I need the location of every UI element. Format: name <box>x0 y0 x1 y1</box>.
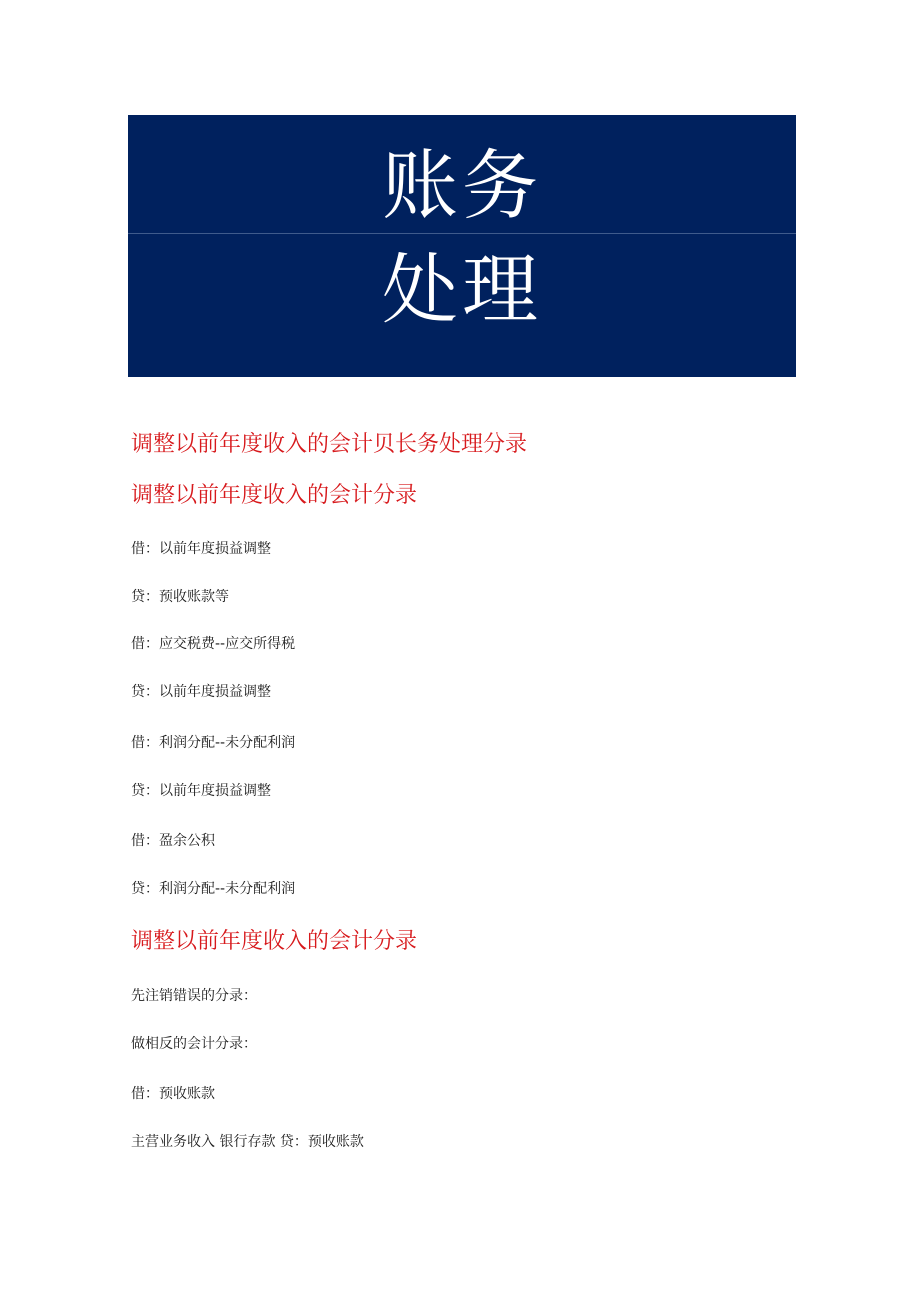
journal-entry-line: 贷：利润分配--未分配利润 <box>131 881 296 897</box>
journal-entry-line: 贷：以前年度损益调整 <box>131 783 271 799</box>
journal-entry-line: 借：预收账款 <box>131 1086 215 1102</box>
journal-entry-line: 做相反的会计分录： <box>131 1036 257 1052</box>
journal-entry-line: 借：以前年度损益调整 <box>131 541 271 557</box>
journal-entry-line: 贷：以前年度损益调整 <box>131 684 271 700</box>
section-heading-1: 调整以前年度收入的会计贝长务处理分录 <box>131 432 528 457</box>
journal-entry-line: 贷：预收账款等 <box>131 589 229 605</box>
cover-divider <box>128 233 796 234</box>
journal-entry-line: 先注销错误的分录： <box>131 988 257 1004</box>
section-heading-3: 调整以前年度收入的会计分录 <box>131 929 418 954</box>
journal-entry-line: 借：应交税费--应交所得税 <box>131 636 296 652</box>
cover-title-line-1: 账务 <box>382 141 542 230</box>
journal-entry-line: 主营业务收入 银行存款 贷：预收账款 <box>131 1134 364 1150</box>
section-heading-2: 调整以前年度收入的会计分录 <box>131 483 418 508</box>
cover-title-line-2: 处理 <box>382 245 542 334</box>
journal-entry-line: 借：盈余公积 <box>131 833 215 849</box>
journal-entry-line: 借：利润分配--未分配利润 <box>131 735 296 751</box>
cover-banner <box>128 115 796 377</box>
